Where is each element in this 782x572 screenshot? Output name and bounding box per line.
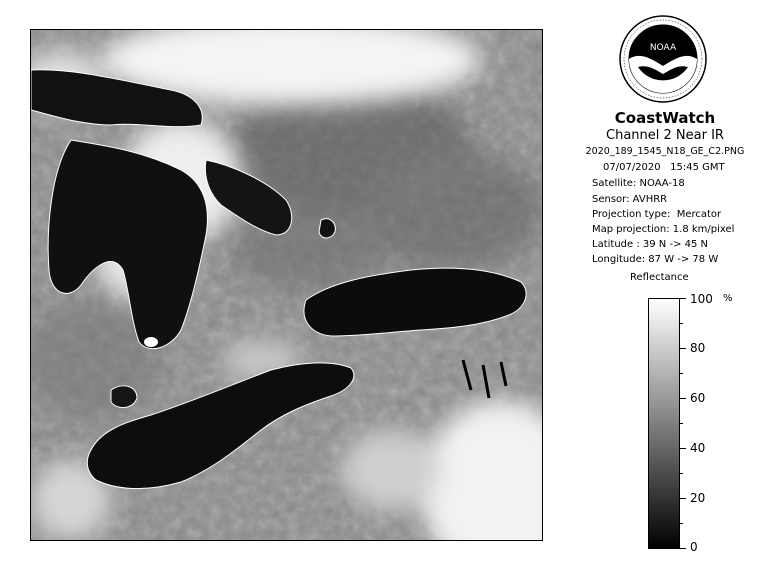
tick-label-40: 40 [690,441,706,455]
lake-simcoe [319,219,335,238]
tick-minor [680,373,683,374]
meta-sensor: Sensor: AVHRR [592,194,668,205]
tick-label-80: 80 [690,341,706,355]
satellite-image [30,29,543,541]
meta-map-projection: Map projection: 1.8 km/pixel [592,224,735,235]
tick-label-60: 60 [690,391,706,405]
lake-st-clair [111,386,137,408]
meta-satellite: Satellite: NOAA-18 [592,178,685,189]
tick-20 [680,498,686,499]
tick-label-0: 0 [690,540,698,554]
map-svg [31,30,543,541]
tick-minor [680,473,683,474]
svg-text:NOAA: NOAA [649,43,677,53]
noaa-logo [618,14,708,104]
meta-projection-type: Projection type: Mercator [592,209,722,220]
tick-minor [680,523,683,524]
tick-80 [680,348,686,349]
tick-label-100: 100 [690,292,713,306]
reflectance-colorbar [648,298,680,549]
colorbar-label: Reflectance [630,272,689,283]
tick-minor [680,323,683,324]
image-filename: 2020_189_1545_N18_GE_C2.PNG [585,146,745,157]
tick-0 [680,548,686,549]
meta-latitude: Latitude : 39 N -> 45 N [592,239,709,250]
channel-subtitle: Channel 2 Near IR [606,128,724,143]
app-title: CoastWatch [614,109,716,127]
saginaw-bay-spot [144,337,158,347]
tick-label-20: 20 [690,491,706,505]
tick-minor [680,423,683,424]
noaa-logo-icon [618,14,708,104]
tick-100 [680,298,686,299]
colorbar-unit: % [723,293,733,304]
tick-60 [680,398,686,399]
meta-longitude: Longitude: 87 W -> 78 W [592,254,719,265]
image-date: 07/07/2020 15:45 GMT [603,162,725,173]
tick-40 [680,448,686,449]
